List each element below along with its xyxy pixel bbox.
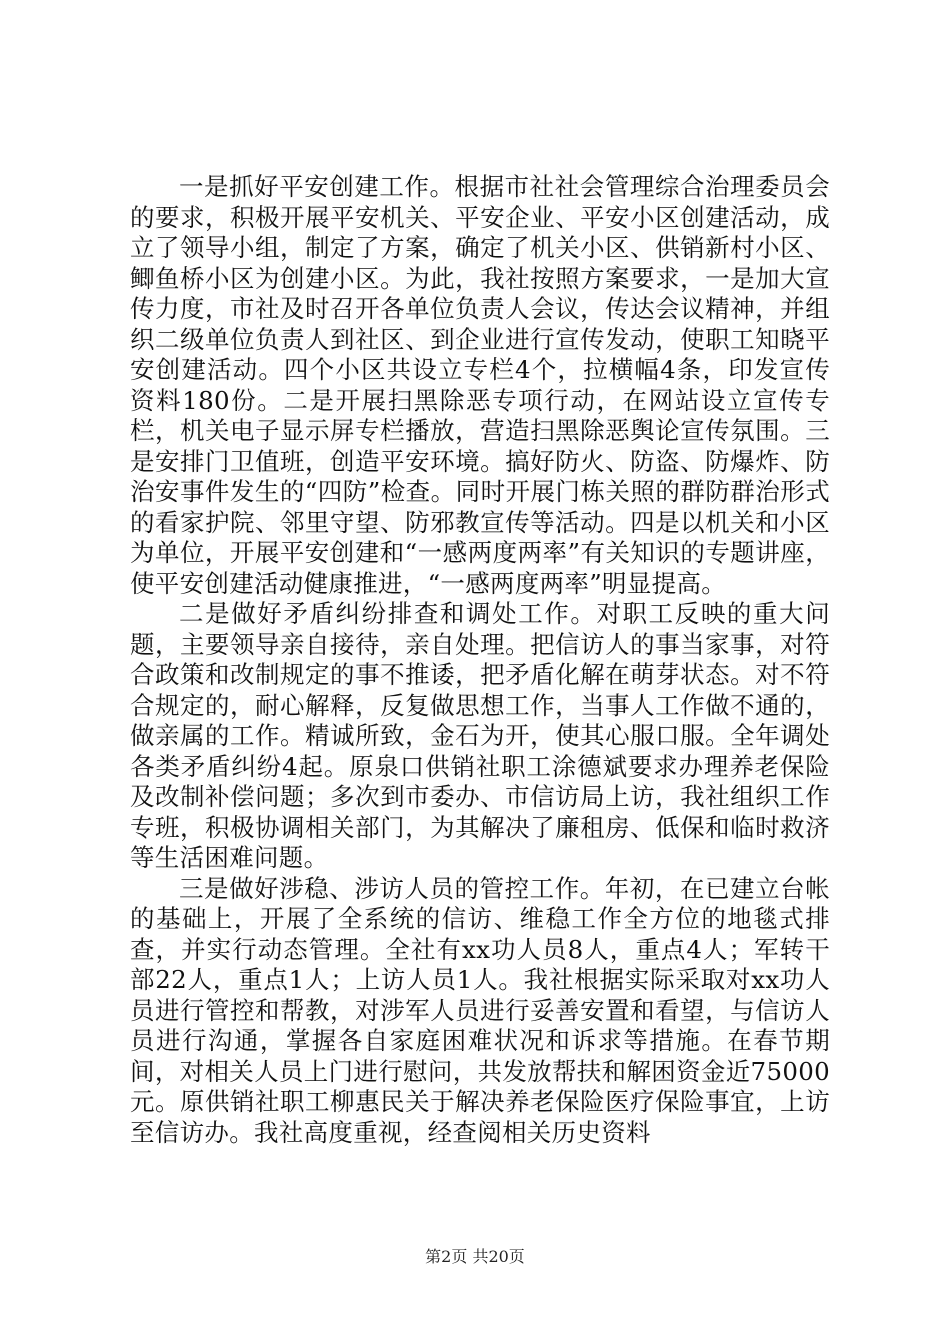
page-number-footer: 第2页 共20页	[425, 1247, 525, 1266]
paragraph-stability-control: 三是做好涉稳、涉访人员的管控工作。年初，在已建立台帐的基础上，开展了全系统的信访、维稳工作全方位的地毯式排查，并实行动态管理。全社有xx功人员8人，重点4人；军转干部22人，重点1人；上访人员1人。我社根据实际采取对xx功人员进行管控和帮教，对涉军人员进行妥善安置和看望，与信访人员进行沟通，掌握各自家庭困难状况和诉求等措施。在春节期间，对相关人员上门进行慰问，共发放帮扶和解困资金近75000元。原供销社职工柳惠民关于解决养老保险医疗保险事宜，上访至信访办。我社高度重视，经查阅相关历史资料	[130, 873, 830, 1147]
paragraph-safety-creation: 一是抓好平安创建工作。根据市社社会管理综合治理委员会的要求，积极开展平安机关、平安企业、平安小区创建活动，成立了领导小组，制定了方案，确定了机关小区、供销新村小区、鲫鱼桥小区为创建小区。为此，我社按照方案要求，一是加大宣传力度，市社及时召开各单位负责人会议，传达会议精神，并组织二级单位负责人到社区、到企业进行宣传发动，使职工知晓平安创建活动。四个小区共设立专栏4个，拉横幅4条，印发宣传资料180份。二是开展扫黑除恶专项行动，在网站设立宣传专栏，机关电子显示屏专栏播放，营造扫黑除恶舆论宣传氛围。三是安排门卫值班，创造平安环境。搞好防火、防盗、防爆炸、防治安事件发生的“四防”检查。同时开展门栋关照的群防群治形式的看家护院、邻里守望、防邪教宣传等活动。四是以机关和小区为单位，开展平安创建和“一感两度两率”有关知识的专题讲座，使平安创建活动健康推进，“一感两度两率”明显提高。	[130, 172, 830, 598]
document-body	[130, 172, 830, 1148]
paragraph-dispute-mediation: 二是做好矛盾纠纷排查和调处工作。对职工反映的重大问题，主要领导亲自接待，亲自处理。把信访人的事当家事，对符合政策和改制规定的事不推诿，把矛盾化解在萌芽状态。对不符合规定的，耐心解释，反复做思想工作，当事人工作做不通的，做亲属的工作。精诚所致，金石为开，使其心服口服。全年调处各类矛盾纠纷4起。原泉口供销社职工涂德斌要求办理养老保险及改制补偿问题；多次到市委办、市信访局上访，我社组织工作专班，积极协调相关部门，为其解决了廉租房、低保和临时救济等生活困难问题。	[130, 599, 831, 872]
